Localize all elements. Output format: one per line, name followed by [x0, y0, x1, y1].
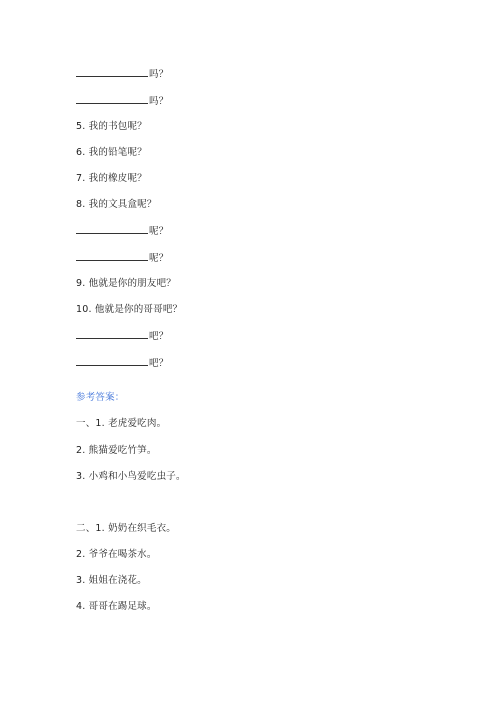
- answer-2-4: 4. 哥哥在踢足球。: [76, 601, 157, 612]
- exercise-item-6: 6. 我的铅笔呢？: [76, 147, 147, 158]
- answer-1-1: 一、1. 老虎爱吃肉。: [76, 418, 167, 429]
- blank-suffix: 呢？: [149, 226, 169, 237]
- exercise-item-5: 5. 我的书包呢？: [76, 121, 147, 132]
- answer-2-3: 3. 姐姐在浇花。: [76, 575, 147, 586]
- blank-underline: [76, 95, 148, 104]
- blank-suffix: 吧？: [149, 331, 169, 342]
- blank-suffix: 吗？: [149, 96, 169, 107]
- answer-1-2: 2. 熊猫爱吃竹笋。: [76, 445, 157, 456]
- fill-blank-line-2: [76, 95, 168, 108]
- blank-suffix: 吗？: [149, 69, 169, 80]
- answer-2-2: 2. 爷爷在喝茶水。: [76, 549, 157, 560]
- blank-underline: [76, 330, 148, 339]
- blank-suffix: 吧？: [149, 358, 169, 369]
- answers-heading: 参考答案：: [76, 392, 125, 403]
- exercise-item-9: 9. 他就是你的朋友吧？: [76, 278, 176, 289]
- exercise-item-10: 10. 他就是你的哥哥吧？: [76, 304, 183, 315]
- blank-underline: [76, 357, 148, 366]
- answer-2-1: 二、1. 奶奶在织毛衣。: [76, 523, 176, 534]
- blank-underline: [76, 225, 148, 234]
- answer-1-3: 3. 小鸡和小鸟爱吃虫子。: [76, 471, 186, 482]
- exercise-item-7: 7. 我的橡皮呢？: [76, 173, 147, 184]
- exercise-item-8: 8. 我的文具盒呢？: [76, 199, 157, 210]
- blank-underline: [76, 68, 148, 77]
- blank-underline: [76, 252, 148, 261]
- fill-blank-line-6: [76, 357, 168, 370]
- fill-blank-line-4: [76, 252, 168, 265]
- fill-blank-line-3: [76, 225, 168, 238]
- blank-suffix: 呢？: [149, 253, 169, 264]
- fill-blank-line-1: [76, 68, 168, 81]
- fill-blank-line-5: [76, 330, 168, 343]
